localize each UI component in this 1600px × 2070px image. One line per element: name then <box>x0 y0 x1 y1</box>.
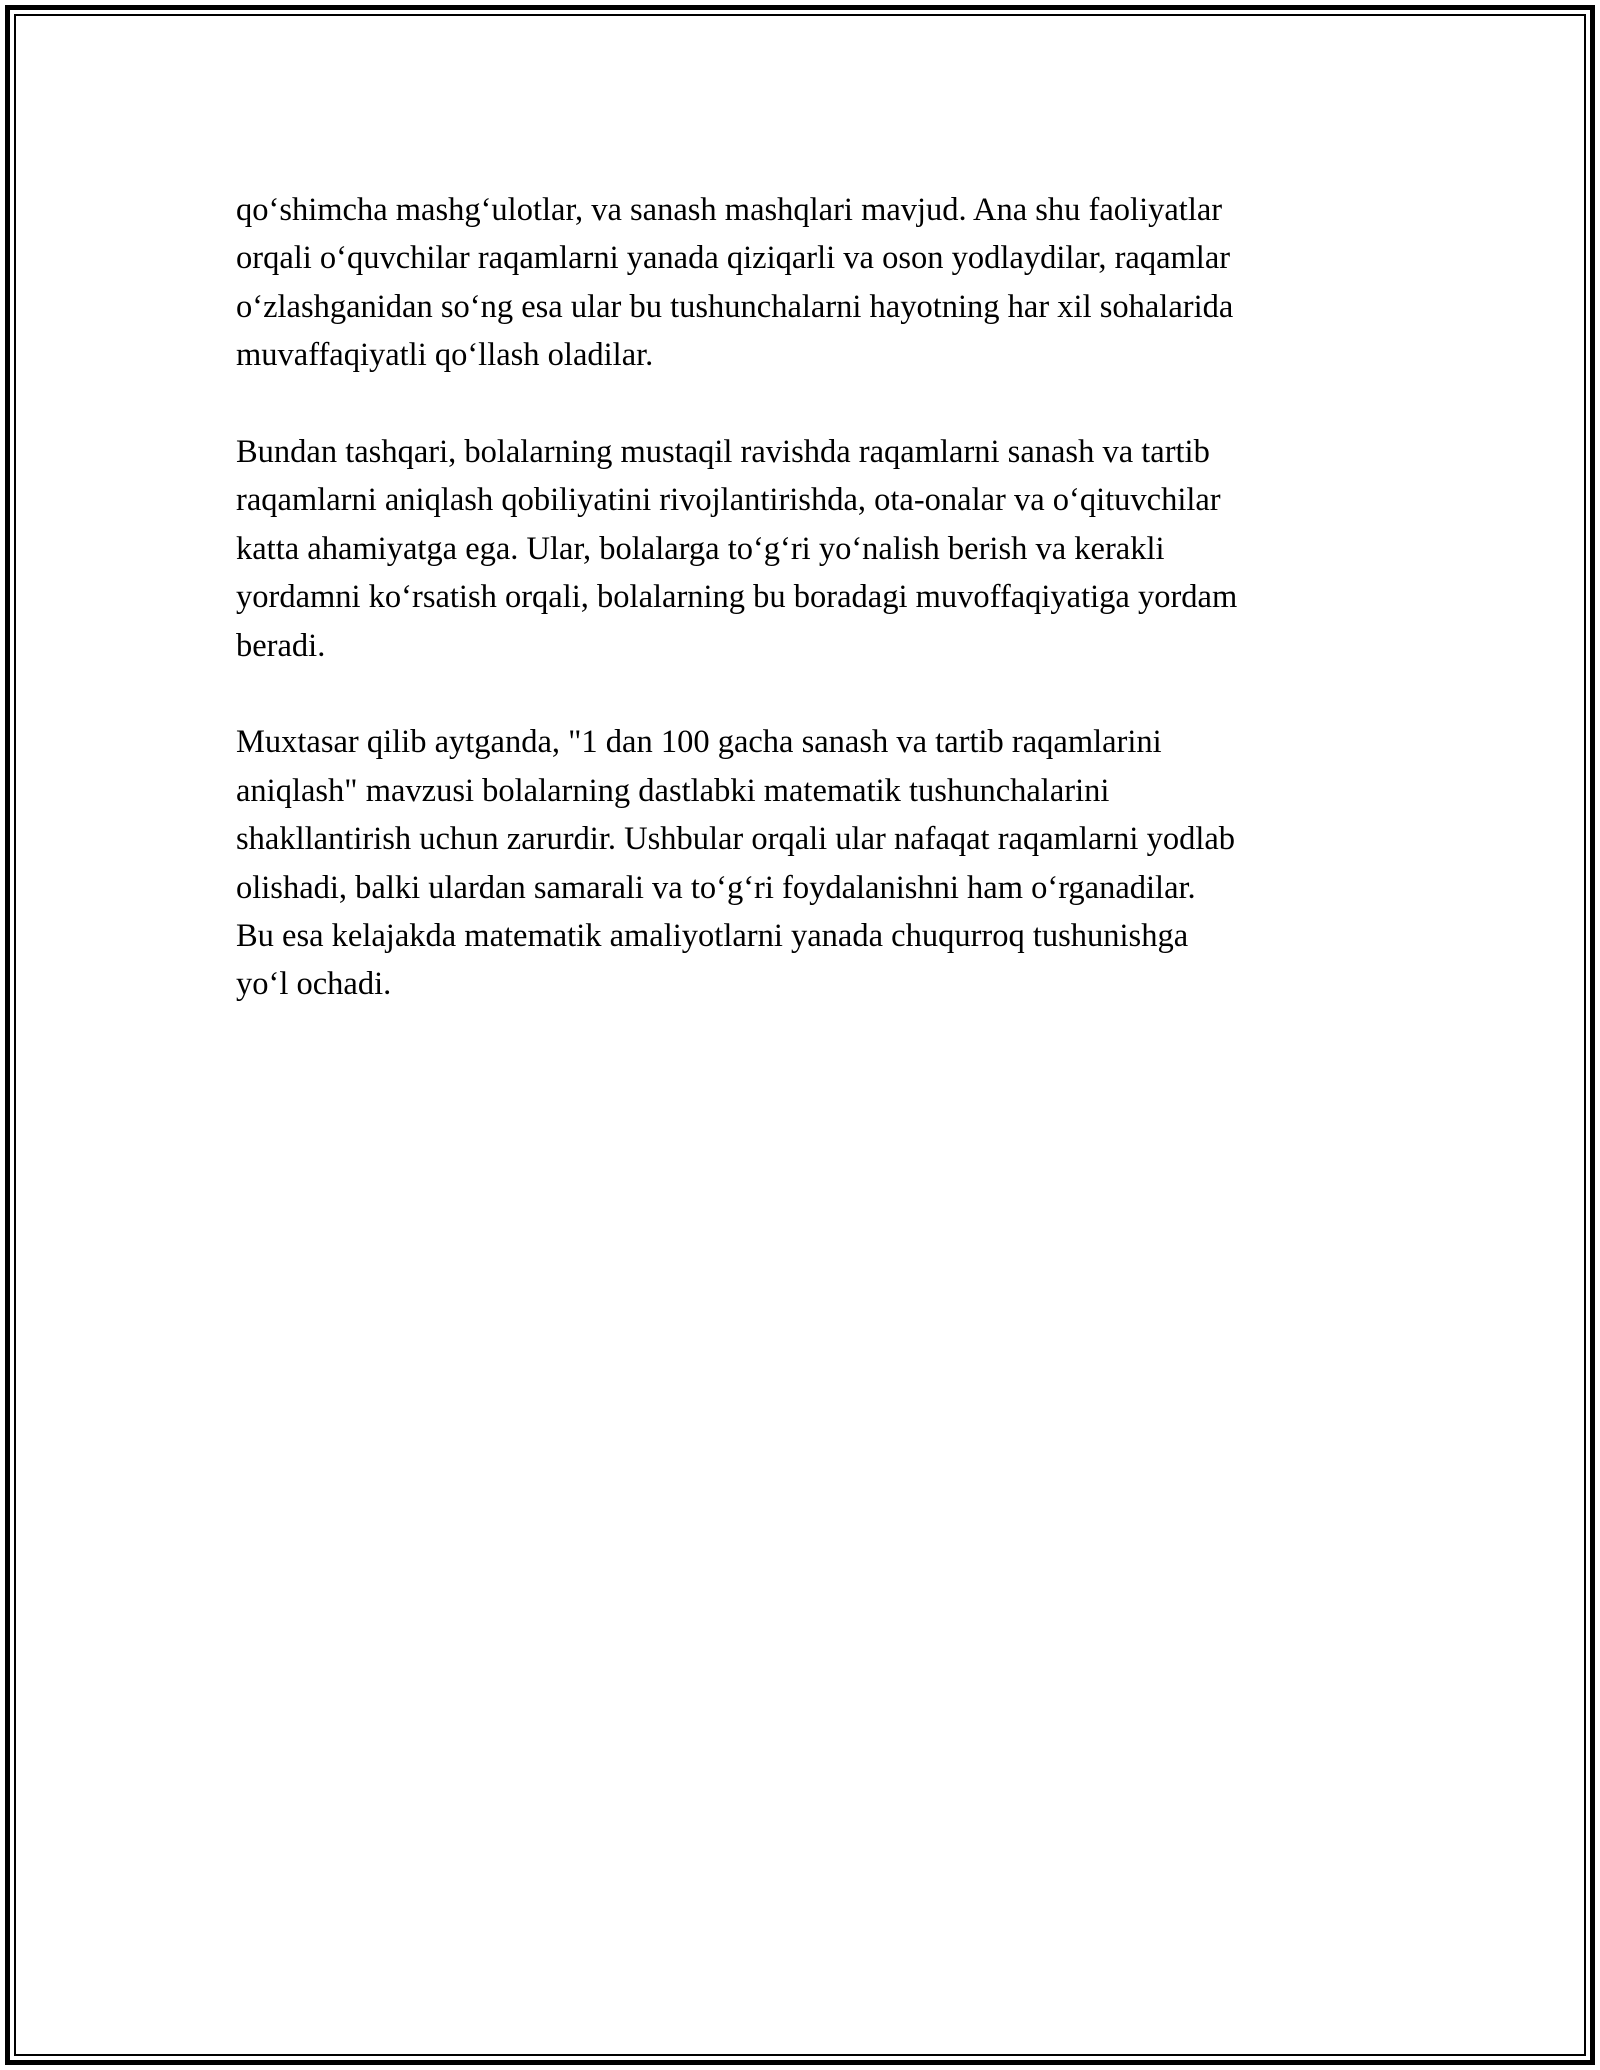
paragraph-3: Muxtasar qilib aytganda, "1 dan 100 gacha sanash va tartib raqamlarini aniqlash" mavzusi bolalarning dastlabki matematik tushunchalarini shakllantirish uchun zarurdir. Ushbular orqali ular nafaqat raqamlarni yodlab olishadi, balki ulardan samarali va to‘g‘ri foydalanishni ham o‘rganadilar. Bu esa kelajakda matematik amaliyotlarni yanada chuqurroq tushunishga yo‘l ochadi. <box>236 724 1236 1003</box>
paragraph-2: Bundan tashqari, bolalarning mustaqil ravishda raqamlarni sanash va tartib raqamlarni aniqlash qobiliyatini rivojlantirishda, ota-onalar va o‘qituvchilar katta ahamiyatga ega. Ular, bolalarga to‘g‘ri yo‘nalish berish va kerakli yordamni ko‘rsatish orqali, bolalarning bu boradagi muvoffaqiyatiga yordam beradi. <box>236 434 1238 664</box>
paragraph-1: qo‘shimcha mashg‘ulotlar, va sanash mashqlari mavjud. Ana shu faoliyatlar orqali o‘quvchilar raqamlarni yanada qiziqarli va oson yodlaydilar, raqamlar o‘zlashganidan so‘ng esa ular bu tushunchalarni hayotning har xil sohalarida muvaffaqiyatli qo‘llash oladilar. <box>236 192 1234 374</box>
document-body <box>236 186 1386 1057</box>
